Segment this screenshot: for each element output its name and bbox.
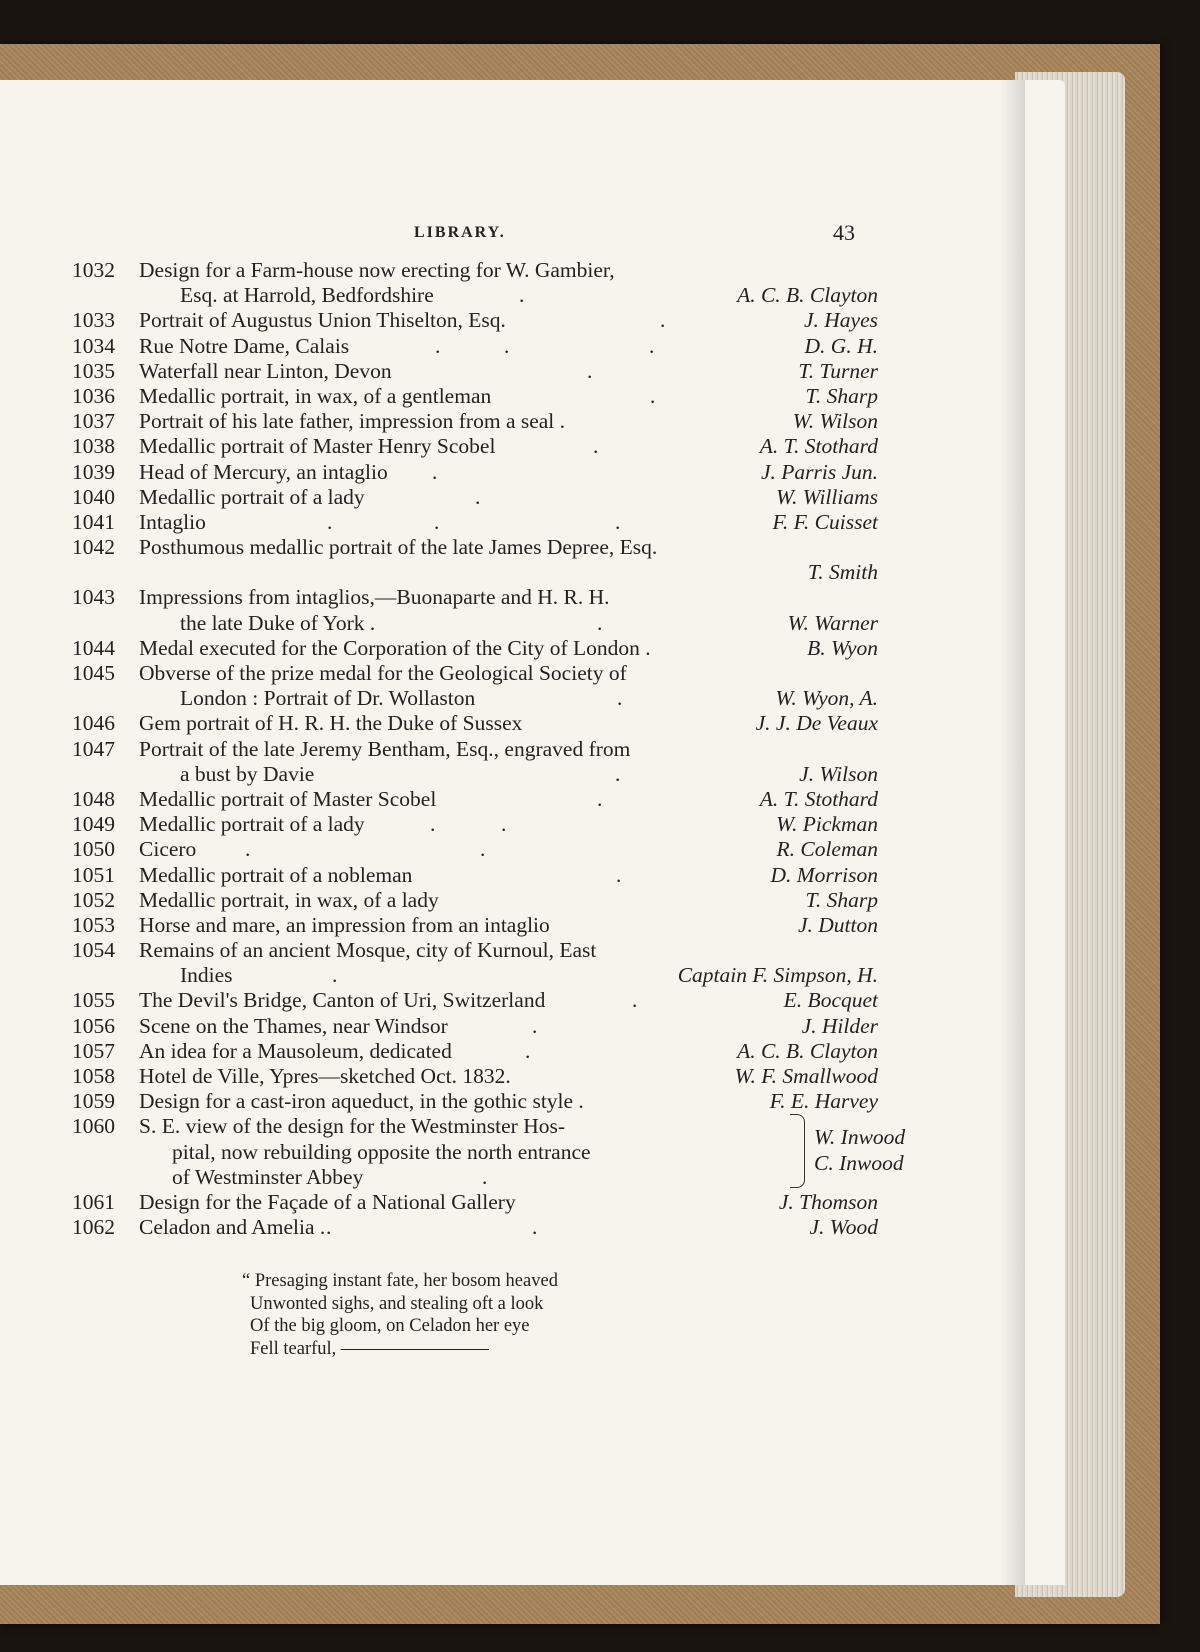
entry-artist: R. Coleman bbox=[776, 837, 878, 862]
entry-artist: W. Wilson bbox=[792, 409, 878, 434]
entry-artist: J. J. De Veaux bbox=[755, 711, 878, 736]
entry-title: a bust by Davie bbox=[180, 761, 315, 786]
entry-title: of Westminster Abbey bbox=[172, 1164, 364, 1189]
leader-dot: . bbox=[587, 358, 593, 383]
entry-number: 1059 bbox=[72, 1089, 115, 1114]
entry-artist: W. Williams bbox=[776, 484, 878, 509]
entry-artist: J. Hilder bbox=[801, 1013, 878, 1038]
poem-line: “ Presaging instant fate, her bosom heaved bbox=[242, 1271, 558, 1291]
entry-number: 1053 bbox=[72, 912, 115, 937]
entry-artist: J. Hayes bbox=[803, 308, 878, 333]
entry-number: 1038 bbox=[72, 434, 115, 459]
entry-artist: C. Inwood bbox=[814, 1151, 904, 1176]
entry-line bbox=[72, 1140, 872, 1165]
entry-artist: T. Smith bbox=[807, 560, 878, 585]
entry-artist: J. Thomson bbox=[778, 1189, 878, 1214]
leader-dot: . bbox=[617, 686, 623, 711]
entry-title: S. E. view of the design for the Westminster Hos- bbox=[139, 1114, 566, 1139]
entry-number: 1037 bbox=[72, 409, 115, 434]
leader-dot: . bbox=[430, 812, 436, 837]
poem-quotation bbox=[242, 1270, 558, 1360]
entry-line bbox=[72, 258, 872, 283]
entry-title: Waterfall near Linton, Devon bbox=[139, 358, 392, 383]
entry-title: Design for a Farm-house now erecting for W. Gambier, bbox=[139, 258, 615, 282]
leader-dot: . bbox=[525, 1038, 531, 1063]
entry-title: Obverse of the prize medal for the Geological Society of bbox=[139, 661, 627, 685]
entry-title: An idea for a Mausoleum, dedicated bbox=[139, 1038, 452, 1063]
entry-line bbox=[72, 862, 878, 888]
entry-line bbox=[72, 560, 878, 585]
entry-line bbox=[72, 661, 872, 686]
entry-title: Hotel de Ville, Ypres—sketched Oct. 1832. bbox=[139, 1064, 511, 1088]
leader-dot: . bbox=[649, 333, 655, 358]
entry-title: Intaglio bbox=[139, 509, 206, 534]
leader-dot: . bbox=[480, 837, 486, 862]
entry-title: Remains of an ancient Mosque, city of Kurnoul, East bbox=[139, 938, 597, 963]
entry-number: 1045 bbox=[72, 661, 115, 685]
entry-line bbox=[72, 1165, 872, 1190]
entry-line bbox=[72, 686, 878, 711]
entry-title: Medallic portrait of Master Henry Scobel bbox=[139, 434, 496, 459]
leader-dot: . bbox=[615, 509, 621, 534]
entry-artist: T. Turner bbox=[798, 358, 878, 383]
entry-artist: D. Morrison bbox=[770, 862, 878, 887]
entry-line bbox=[72, 308, 878, 333]
leader-dot: . bbox=[615, 761, 621, 786]
entry-artist: W. F. Smallwood bbox=[734, 1064, 878, 1088]
entry-line bbox=[72, 938, 872, 963]
entry-number: 1034 bbox=[72, 333, 115, 358]
entry-line bbox=[72, 409, 878, 434]
entry-title: pital, now rebuilding opposite the north entrance bbox=[172, 1139, 591, 1164]
entry-line bbox=[72, 912, 878, 938]
entry-artist: F. F. Cuisset bbox=[772, 509, 878, 534]
entry-title: Posthumous medallic portrait of the late James Depree, Esq. bbox=[139, 535, 658, 560]
entry-artist: A. C. B. Clayton bbox=[737, 283, 878, 308]
entry-number: 1043 bbox=[72, 585, 115, 610]
entry-artist: W. Warner bbox=[787, 610, 878, 635]
entry-artist: D. G. H. bbox=[804, 333, 878, 358]
entry-number: 1032 bbox=[72, 258, 115, 282]
entry-title: Medallic portrait, in wax, of a gentleman bbox=[139, 383, 492, 408]
entry-number: 1035 bbox=[72, 358, 115, 383]
leader-dot: . bbox=[475, 484, 481, 509]
leader-dot: . bbox=[435, 333, 441, 358]
entry-line bbox=[72, 761, 878, 787]
leader-dot: . bbox=[597, 610, 603, 635]
entry-title: Head of Mercury, an intaglio bbox=[139, 459, 388, 484]
page-shadow bbox=[1000, 80, 1025, 1585]
entry-artist: A. C. B. Clayton bbox=[737, 1038, 878, 1063]
entry-number: 1042 bbox=[72, 535, 115, 560]
leader-dot: . bbox=[327, 509, 333, 534]
leader-dot: . bbox=[504, 333, 510, 358]
entry-title: Medallic portrait of Master Scobel bbox=[139, 786, 437, 811]
entry-artist: W. Inwood bbox=[814, 1125, 906, 1150]
entry-artist: T. Sharp bbox=[805, 887, 878, 912]
entry-line bbox=[72, 459, 878, 485]
entry-number: 1057 bbox=[72, 1038, 115, 1063]
leader-dot: . bbox=[660, 308, 666, 333]
entry-line bbox=[72, 635, 878, 661]
entry-title: Cicero bbox=[139, 837, 197, 862]
leader-dot: . bbox=[332, 963, 338, 988]
entry-title: Design for the Façade of a National Gallery bbox=[139, 1189, 516, 1214]
entry-title: Esq. at Harrold, Bedfordshire bbox=[180, 283, 434, 308]
entry-number: 1044 bbox=[72, 635, 115, 660]
entry-line bbox=[72, 535, 872, 560]
entry-line bbox=[72, 1189, 878, 1215]
entry-number: 1050 bbox=[72, 837, 115, 862]
entry-title: Portrait of Augustus Union Thiselton, Esq. bbox=[139, 308, 506, 333]
entry-line bbox=[72, 812, 878, 837]
entry-number: 1056 bbox=[72, 1013, 115, 1038]
entry-line bbox=[72, 333, 878, 359]
entry-number: 1060 bbox=[72, 1114, 115, 1139]
entry-line bbox=[72, 610, 878, 636]
entry-line bbox=[72, 1215, 878, 1240]
entry-number: 1033 bbox=[72, 308, 115, 333]
leader-dot: . bbox=[593, 434, 599, 459]
entry-artist: J. Wood bbox=[809, 1215, 878, 1240]
leader-dot: . bbox=[532, 1013, 538, 1038]
entry-title: London : Portrait of Dr. Wollaston bbox=[180, 686, 476, 711]
entry-line bbox=[72, 484, 878, 510]
entry-number: 1040 bbox=[72, 484, 115, 509]
entry-artist: Captain F. Simpson, H. bbox=[677, 963, 878, 988]
entry-title: Horse and mare, an impression from an intaglio bbox=[139, 912, 550, 937]
entry-number: 1052 bbox=[72, 887, 115, 912]
entry-title: Portrait of the late Jeremy Bentham, Esq., engraved from bbox=[139, 736, 631, 761]
running-head-title: LIBRARY. bbox=[414, 224, 506, 241]
leader-dot: . bbox=[532, 1215, 538, 1240]
entry-line bbox=[72, 358, 878, 384]
entry-title: Design for a cast-iron aqueduct, in the gothic style . bbox=[139, 1089, 584, 1114]
leader-dot: . bbox=[434, 509, 440, 534]
entry-line bbox=[72, 786, 878, 812]
leader-dot: . bbox=[245, 837, 251, 862]
entry-artist: E. Bocquet bbox=[783, 988, 878, 1013]
entry-title: Scene on the Thames, near Windsor bbox=[139, 1013, 448, 1038]
page-number: 43 bbox=[833, 220, 855, 245]
entry-line bbox=[72, 737, 872, 762]
entry-title: Medallic portrait of a lady bbox=[139, 812, 365, 837]
entry-line bbox=[72, 988, 878, 1013]
entry-number: 1049 bbox=[72, 812, 115, 837]
entry-line bbox=[72, 1013, 878, 1039]
entry-line bbox=[72, 434, 878, 459]
leader-dot: . bbox=[650, 383, 656, 408]
poem-line: Unwonted sighs, and stealing oft a look bbox=[250, 1293, 544, 1314]
entry-title: Portrait of his late father, impression from a seal . bbox=[139, 409, 566, 434]
running-head bbox=[0, 222, 1065, 252]
entry-line bbox=[72, 887, 878, 913]
entry-number: 1047 bbox=[72, 736, 115, 761]
leader-dot: . bbox=[326, 1215, 332, 1240]
entry-artist: T. Sharp bbox=[805, 383, 878, 408]
entry-number: 1054 bbox=[72, 938, 115, 963]
leader-dot: . bbox=[597, 786, 603, 811]
entry-line bbox=[72, 1089, 878, 1114]
entry-title: The Devil's Bridge, Canton of Uri, Switzerland bbox=[139, 988, 546, 1013]
entry-artist: B. Wyon bbox=[807, 635, 878, 660]
entry-artist: F. E. Harvey bbox=[769, 1089, 878, 1114]
catalogue-entries bbox=[72, 258, 906, 1240]
entry-line bbox=[72, 1038, 878, 1064]
entry-title: Medallic portrait, in wax, of a lady bbox=[139, 887, 439, 912]
poem-line: Of the big gloom, on Celadon her eye bbox=[250, 1316, 530, 1336]
entry-artist: W. Pickman bbox=[776, 812, 878, 837]
entry-number: 1039 bbox=[72, 459, 115, 484]
entry-line bbox=[72, 837, 878, 862]
entry-title: Rue Notre Dame, Calais bbox=[139, 333, 350, 358]
entry-number: 1046 bbox=[72, 711, 115, 736]
entry-line bbox=[72, 585, 872, 610]
entry-number: 1061 bbox=[72, 1189, 115, 1214]
entry-artist: A. T. Stothard bbox=[759, 434, 878, 459]
entry-title: Celadon and Amelia . bbox=[139, 1215, 326, 1240]
entry-artist: J. Dutton bbox=[797, 912, 878, 937]
leader-dot: . bbox=[632, 988, 638, 1013]
leader-dot: . bbox=[616, 862, 622, 887]
leader-dot: . bbox=[501, 812, 507, 837]
entry-number: 1036 bbox=[72, 383, 115, 408]
entry-title: Impressions from intaglios,—Buonaparte and H. R. H. bbox=[139, 585, 610, 610]
entry-number: 1058 bbox=[72, 1064, 115, 1088]
leader-dot: . bbox=[432, 459, 438, 484]
entry-number: 1062 bbox=[72, 1215, 115, 1240]
entry-artist: A. T. Stothard bbox=[759, 786, 878, 811]
entry-title: Medallic portrait of a lady bbox=[139, 484, 365, 509]
entry-title: the late Duke of York . bbox=[180, 610, 376, 635]
entry-line bbox=[72, 509, 878, 535]
entry-line bbox=[72, 963, 878, 988]
leader-dot: . bbox=[519, 283, 525, 308]
entry-line bbox=[72, 1064, 878, 1089]
entry-number: 1048 bbox=[72, 786, 115, 811]
entry-line bbox=[72, 711, 878, 736]
entry-number: 1051 bbox=[72, 862, 115, 887]
poem-line: Fell tearful, ———————— bbox=[250, 1338, 489, 1359]
entry-title: Medallic portrait of a nobleman bbox=[139, 862, 413, 887]
entry-artist: W. Wyon, A. bbox=[775, 686, 878, 711]
entry-line bbox=[72, 283, 878, 308]
entry-number: 1041 bbox=[72, 509, 115, 534]
entry-artist: J. Parris Jun. bbox=[760, 459, 878, 484]
entry-number: 1055 bbox=[72, 988, 115, 1013]
entry-title: Gem portrait of H. R. H. the Duke of Sussex bbox=[139, 711, 523, 736]
entry-title: Indies bbox=[180, 963, 233, 988]
entry-title: Medal executed for the Corporation of the City of London . bbox=[139, 635, 651, 660]
entry-line bbox=[72, 383, 878, 409]
leader-dot: . bbox=[482, 1164, 488, 1189]
entry-artist: J. Wilson bbox=[799, 761, 878, 786]
